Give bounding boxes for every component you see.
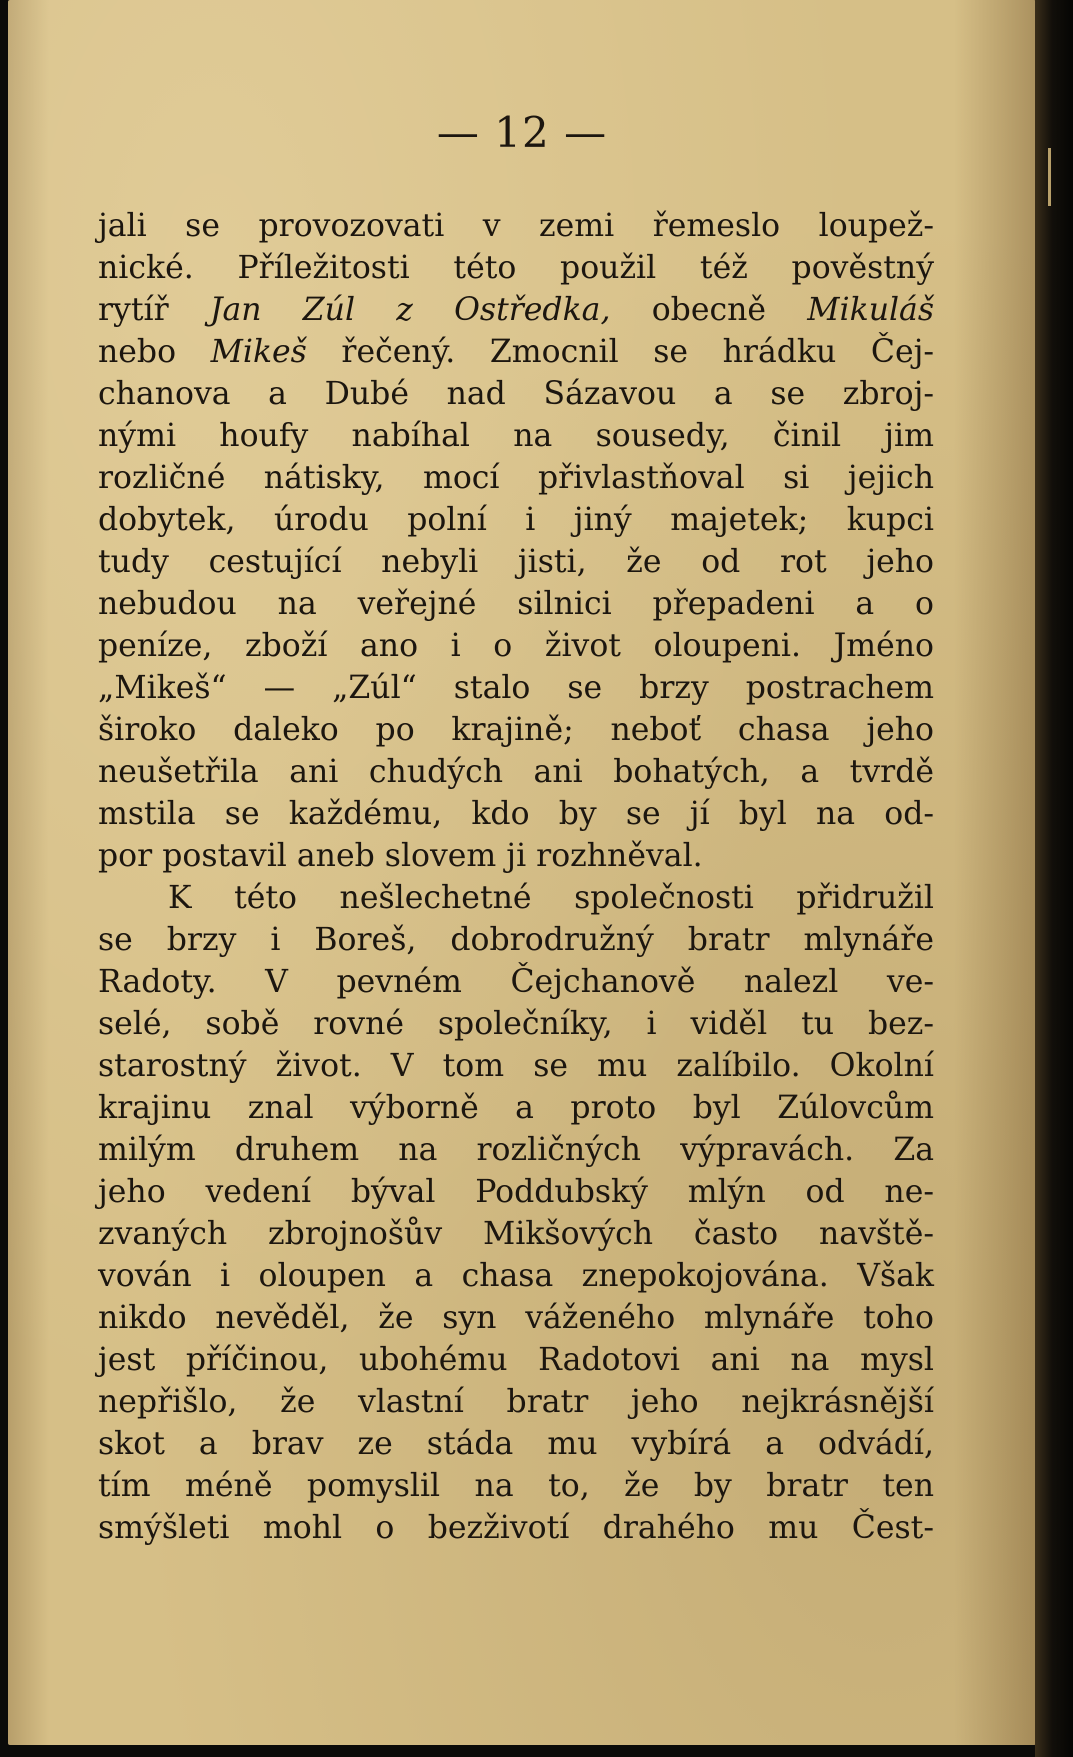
text-line (98, 835, 934, 877)
text-span: dobytek, úrodu polní i jiný majetek; kupci (98, 502, 934, 538)
text-span: K této nešlechetné společnosti přidružil (168, 880, 934, 916)
body-text (98, 205, 934, 1549)
text-span: rytíř (98, 292, 210, 328)
italic-name: Jan Zúl z Ostředka, (209, 292, 611, 328)
text-span: nické. Příležitosti této použil též pověstný (98, 250, 934, 286)
text-line (98, 1087, 934, 1129)
text-span: nikdo nevěděl, že syn váženého mlynáře toho (98, 1300, 934, 1336)
text-line (98, 1339, 934, 1381)
text-span: nými houfy nabíhal na sousedy, činil jim (98, 418, 934, 454)
text-line (98, 1381, 934, 1423)
text-line (98, 961, 934, 1003)
text-line (98, 751, 934, 793)
text-span: selé, sobě rovné společníky, i viděl tu bez- (98, 1006, 934, 1042)
text-span: chanova a Dubé nad Sázavou a se zbroj- (98, 376, 934, 412)
text-span: nepřišlo, že vlastní bratr jeho nejkrásnější (98, 1384, 934, 1420)
text-line (98, 1129, 934, 1171)
page-number: — 12 — (436, 108, 608, 157)
text-span: široko daleko po krajině; neboť chasa jeho (98, 712, 934, 748)
text-span: krajinu znal výborně a proto byl Zúlovcům (98, 1090, 934, 1126)
margin-mark (1048, 148, 1051, 206)
text-line (98, 919, 934, 961)
text-span: neušetřila ani chudých ani bohatých, a tvrdě (98, 754, 934, 790)
text-line (98, 205, 934, 247)
text-line (98, 1255, 934, 1297)
text-line (98, 331, 934, 373)
text-line (98, 457, 934, 499)
text-line (98, 1171, 934, 1213)
text-span: nebudou na veřejné silnici přepadeni a o (98, 586, 934, 622)
text-span: obecně (610, 292, 808, 328)
text-line (98, 583, 934, 625)
text-line (98, 709, 934, 751)
text-span: jest příčinou, ubohému Radotovi ani na mysl (98, 1342, 934, 1378)
text-span: řečený. Zmocnil se hrádku Čej- (306, 334, 934, 370)
italic-name: Mikuláš (807, 292, 935, 328)
text-span: „Mikeš“ — „Zúl“ stalo se brzy postrachem (98, 670, 934, 706)
text-line (98, 1465, 934, 1507)
text-line (98, 415, 934, 457)
text-span: vován i oloupen a chasa znepokojována. Však (98, 1258, 934, 1294)
text-span: zvaných zbrojnošův Mikšových často navště- (98, 1216, 934, 1252)
text-line (98, 1003, 934, 1045)
page-edge-shadow (1035, 0, 1073, 1757)
text-span: starostný život. V tom se mu zalíbilo. Okolní (98, 1048, 934, 1084)
text-line (98, 499, 934, 541)
text-line (98, 289, 934, 331)
text-span: milým druhem na rozličných výpravách. Za (98, 1132, 934, 1168)
text-span: se brzy i Boreš, dobrodružný bratr mlynáře (98, 922, 934, 958)
book-page (8, 0, 1036, 1745)
text-span: Radoty. V pevném Čejchanově nalezl ve- (98, 964, 934, 1000)
text-span: por postavil aneb slovem ji rozhněval. (98, 838, 703, 874)
text-span: smýšleti mohl o bezživotí drahého mu Čest- (98, 1510, 934, 1546)
text-line (98, 1507, 934, 1549)
text-line (98, 541, 934, 583)
text-span: peníze, zboží ano i o život oloupeni. Jméno (98, 628, 934, 664)
text-span: skot a brav ze stáda mu vybírá a odvádí, (98, 1426, 934, 1462)
text-line (98, 247, 934, 289)
text-line (98, 1045, 934, 1087)
text-span: mstila se každému, kdo by se jí byl na od- (98, 796, 934, 832)
text-span: jali se provozovati v zemi řemeslo loupež- (98, 208, 934, 244)
text-line (98, 1423, 934, 1465)
text-span: tím méně pomyslil na to, že by bratr ten (98, 1468, 934, 1504)
text-line (98, 1213, 934, 1255)
text-line (98, 625, 934, 667)
text-span: rozličné nátisky, mocí přivlastňoval si jejich (98, 460, 934, 496)
text-span: jeho vedení býval Poddubský mlýn od ne- (98, 1174, 934, 1210)
text-span: tudy cestující nebyli jisti, že od rot jeho (98, 544, 934, 580)
italic-name: Mikeš (210, 334, 307, 370)
text-line (98, 373, 934, 415)
text-line (98, 667, 934, 709)
text-line (98, 793, 934, 835)
text-line (98, 877, 934, 919)
text-span: nebo (98, 334, 211, 370)
text-line (98, 1297, 934, 1339)
